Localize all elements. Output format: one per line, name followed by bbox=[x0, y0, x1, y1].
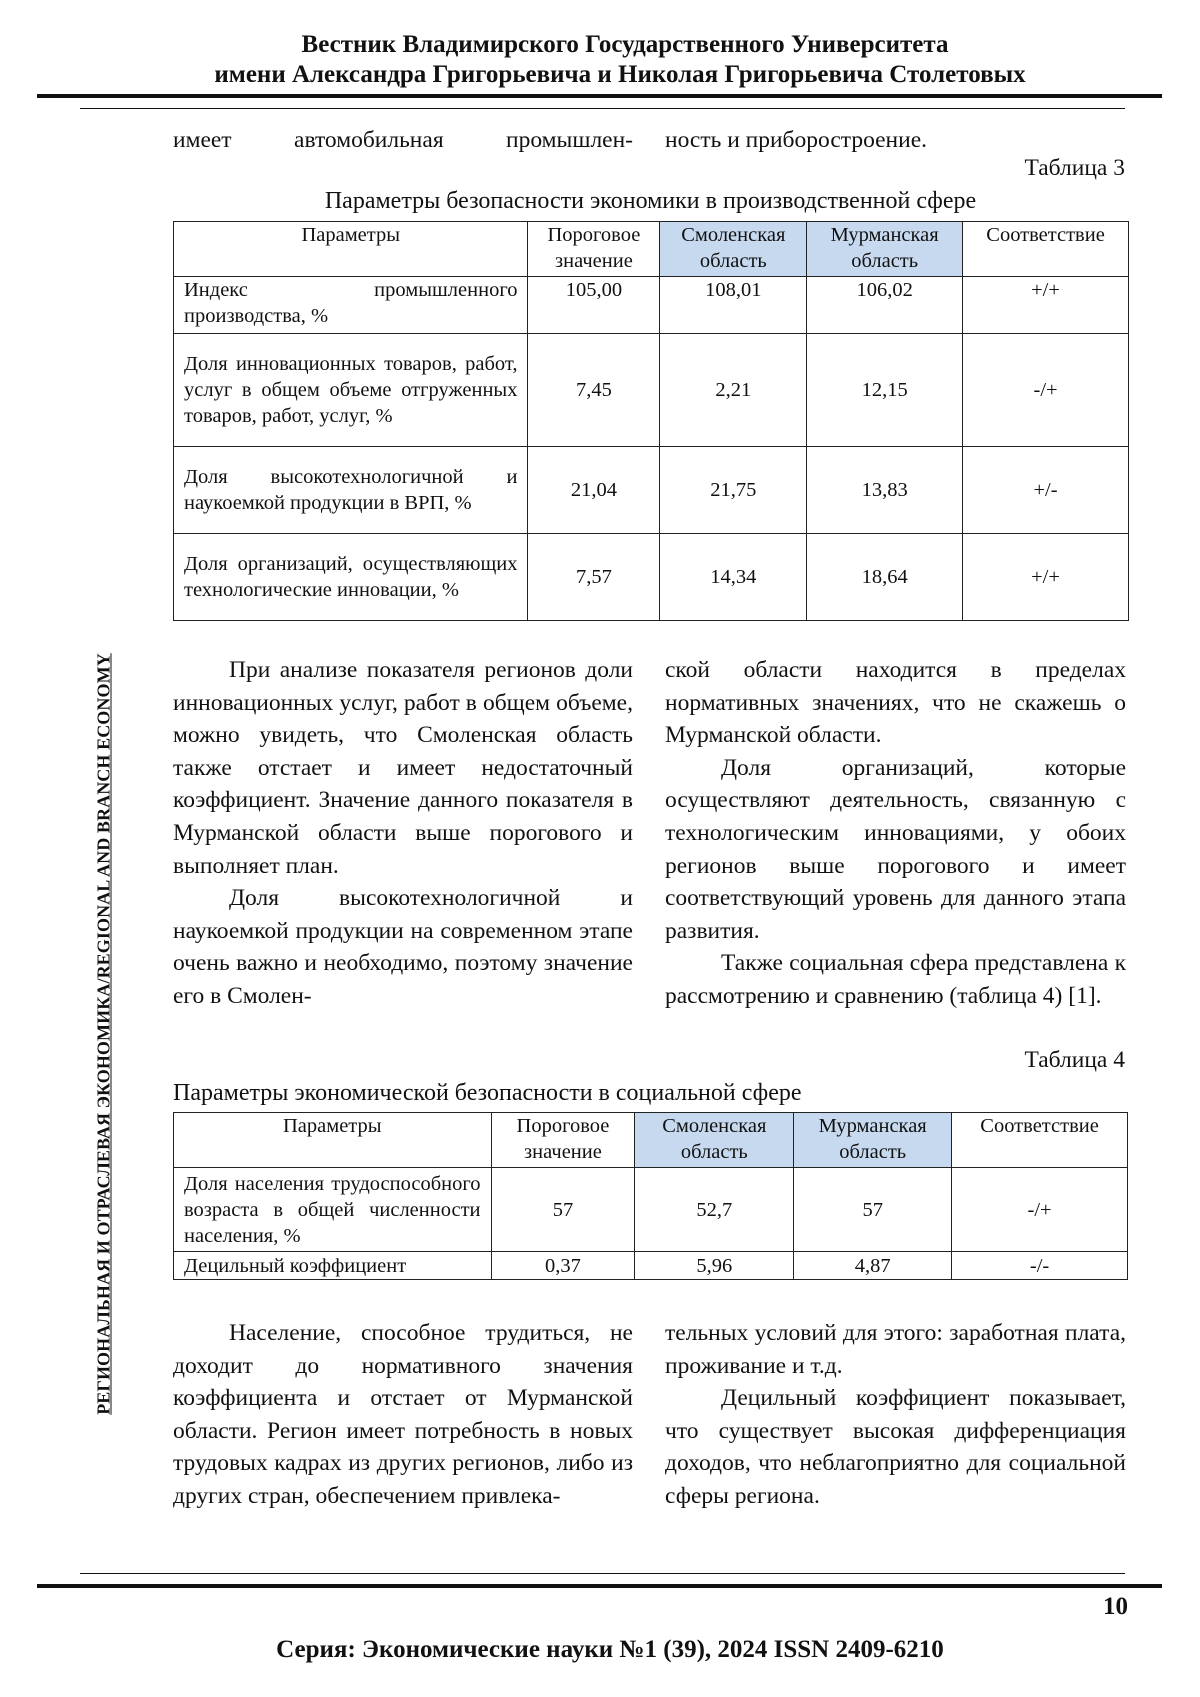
table-cell: +/+ bbox=[963, 534, 1129, 621]
table-cell: Доля инновационных товаров, работ, услуг в общем объеме отгруженных товаров, работ, услуг, % bbox=[174, 334, 528, 447]
journal-title-line2: имени Александра Григорьевича и Николая Григорьевича Столетовых bbox=[214, 61, 1026, 88]
journal-series: Серия: Экономические науки №1 (39), 2024 ISSN 2409-6210 bbox=[276, 1636, 944, 1663]
table-cell: 21,04 bbox=[528, 447, 660, 534]
table-cell: 57 bbox=[794, 1168, 952, 1252]
table3-header-cell: Параметры bbox=[174, 222, 528, 277]
table3-header-row bbox=[174, 222, 1129, 277]
table-cell: 18,64 bbox=[807, 534, 963, 621]
footer-rule-thick bbox=[37, 1584, 1162, 1588]
page-number: 10 bbox=[1103, 1593, 1128, 1620]
table-cell: 106,02 bbox=[807, 277, 963, 334]
table-cell: +/+ bbox=[963, 277, 1129, 334]
text-block-1-right bbox=[665, 654, 1126, 1013]
journal-header bbox=[0, 30, 1200, 90]
table-row bbox=[174, 334, 1129, 447]
table3-header-cell: Пороговое значение bbox=[528, 222, 660, 277]
text-block-2-right bbox=[665, 1317, 1126, 1513]
paragraph: Децильный коэффициент показывает, что существует высокая дифференциация доходов, что неблагоприятно для социальной сферы региона. bbox=[665, 1385, 1126, 1509]
table-cell: 5,96 bbox=[635, 1252, 794, 1280]
table-row bbox=[174, 534, 1129, 621]
top-text-right: ность и приборостроение. bbox=[665, 127, 928, 153]
table-cell: 4,87 bbox=[794, 1252, 952, 1280]
table-cell: -/- bbox=[952, 1252, 1128, 1280]
table-cell: -/+ bbox=[952, 1168, 1128, 1252]
table3-header-cell: Мурманская область bbox=[807, 222, 963, 277]
table-row bbox=[174, 277, 1129, 334]
text-block-1-left bbox=[173, 654, 633, 1013]
table-cell: Децильный коэффициент bbox=[174, 1252, 492, 1280]
table-cell: 13,83 bbox=[807, 447, 963, 534]
paragraph: Также социальная сфера представлена к рассмотрению и сравнению (таблица 4) [1]. bbox=[665, 950, 1126, 1009]
table-cell: 7,57 bbox=[528, 534, 660, 621]
table-cell: 14,34 bbox=[660, 534, 807, 621]
table-cell: 12,15 bbox=[807, 334, 963, 447]
table-cell: Доля населения трудоспособного возраста в общей численности населения, % bbox=[174, 1168, 492, 1252]
table3 bbox=[173, 221, 1129, 621]
top-text-left: имеет автомобильная промышлен- bbox=[173, 127, 633, 153]
side-section-text: РЕГИОНАЛЬНАЯ И ОТРАСЛЕВАЯ ЭКОНОМИКА/REGIONAL AND BRANCH ECONOMY bbox=[93, 653, 114, 1415]
table-row bbox=[174, 1168, 1128, 1252]
table-row bbox=[174, 1252, 1128, 1280]
table4-header-cell: Смоленская область bbox=[635, 1113, 794, 1168]
paragraph: При анализе показателя регионов доли инновационных услуг, работ в общем объеме, можно увидеть, что Смоленская область также отстает и имеет недостаточный коэффициент. Значение данного показателя в Мурманской области выше порогового и выполняет план. bbox=[173, 657, 633, 879]
table3-header-cell: Соответствие bbox=[963, 222, 1129, 277]
table4 bbox=[173, 1112, 1128, 1280]
table-cell: 52,7 bbox=[635, 1168, 794, 1252]
table-cell: 57 bbox=[491, 1168, 635, 1252]
table3-title: Параметры безопасности экономики в производственной сфере bbox=[324, 188, 977, 214]
table-cell: +/- bbox=[963, 447, 1129, 534]
table4-header-cell: Мурманская область bbox=[794, 1113, 952, 1168]
table3-header-cell: Смоленская область bbox=[660, 222, 807, 277]
table4-header-cell: Пороговое значение bbox=[491, 1113, 635, 1168]
text-block-2-left bbox=[173, 1317, 633, 1513]
table-cell: 2,21 bbox=[660, 334, 807, 447]
table4-label: Таблица 4 bbox=[1024, 1047, 1125, 1073]
table-cell: Доля высокотехнологичной и наукоемкой продукции в ВРП, % bbox=[174, 447, 528, 534]
table4-header-row bbox=[174, 1113, 1128, 1168]
header-rule-thin bbox=[80, 108, 1125, 109]
table-cell: 21,75 bbox=[660, 447, 807, 534]
table-cell: Доля организаций, осуществляющих технологические инновации, % bbox=[174, 534, 528, 621]
journal-title-line1: Вестник Владимирского Государственного Университета bbox=[301, 31, 949, 58]
table4-title: Параметры экономической безопасности в социальной сфере bbox=[173, 1080, 802, 1106]
paragraph: тельных условий для этого: заработная плата, проживание и т.д. bbox=[665, 1320, 1126, 1379]
paragraph: Население, способное трудиться, не доходит до нормативного значения коэффициента и отстает от Мурманской области. Регион имеет потребность в новых трудовых кадрах из других регионов, либо из других стран, обеспечением привлека- bbox=[173, 1320, 633, 1509]
table4-header-cell: Параметры bbox=[174, 1113, 492, 1168]
paragraph: Доля организаций, которые осуществляют деятельность, связанную с технологическим инновациями, у обоих регионов выше порогового и имеет соответствующий уровень для данного этапа развития. bbox=[665, 754, 1126, 944]
paragraph: Доля высокотехнологичной и наукоемкой продукции на современном этапе очень важно и необходимо, поэтому значение его в Смолен- bbox=[173, 885, 633, 1009]
table-row bbox=[174, 447, 1129, 534]
table4-header-cell: Соответствие bbox=[952, 1113, 1128, 1168]
table-cell: 105,00 bbox=[528, 277, 660, 334]
footer-rule-thin bbox=[80, 1573, 1125, 1574]
header-rule-thick bbox=[37, 94, 1162, 98]
table-cell: 7,45 bbox=[528, 334, 660, 447]
paragraph: ской области находится в пределах нормативных значениях, что не скажешь о Мурманской области. bbox=[665, 657, 1126, 749]
table3-label: Таблица 3 bbox=[1024, 155, 1125, 181]
table-cell: Индекс промышленного производства, % bbox=[174, 277, 528, 334]
table-cell: 108,01 bbox=[660, 277, 807, 334]
table-cell: 0,37 bbox=[491, 1252, 635, 1280]
table-cell: -/+ bbox=[963, 334, 1129, 447]
